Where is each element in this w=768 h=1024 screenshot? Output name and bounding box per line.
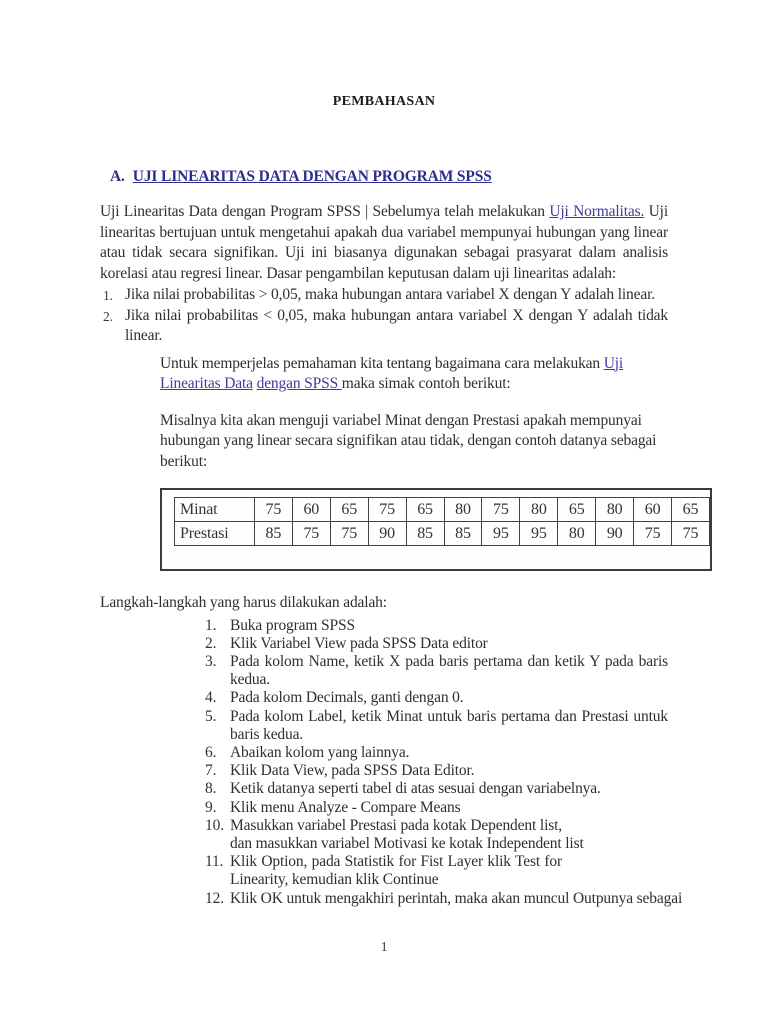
list-item-line: Klik Variabel View pada SPSS Data editor: [230, 634, 488, 652]
section-heading: [110, 167, 668, 187]
table-row-label: Minat: [175, 498, 255, 522]
table-row: [175, 522, 710, 546]
decision-rule-item: [100, 285, 668, 306]
table-cell: 95: [520, 522, 558, 546]
list-item-line: Abaikan kolom yang lainnya.: [230, 743, 410, 761]
dengan-spss-link[interactable]: dengan SPSS: [256, 375, 342, 392]
table-row-label: Prestasi: [175, 522, 255, 546]
step-item: [205, 744, 668, 762]
list-item-line: Pada kolom Decimals, ganti dengan 0.: [230, 689, 464, 707]
section-label: A.: [110, 168, 125, 185]
table-cell: 75: [330, 522, 368, 546]
table-cell: 75: [368, 498, 406, 522]
table-cell: 80: [596, 498, 634, 522]
uji-linearitas-data-link[interactable]: Uji Linearitas Data: [160, 354, 624, 392]
table-cell: 85: [254, 522, 292, 546]
table-cell: 75: [672, 522, 710, 546]
step-item: [205, 635, 668, 653]
step-item: [205, 762, 668, 780]
list-item-line: Buka program SPSS: [230, 616, 355, 634]
section-heading-link[interactable]: UJI LINEARITAS DATA DENGAN PROGRAM SPSS: [132, 168, 492, 185]
steps-intro: Langkah-langkah yang harus dilakukan adalah:: [100, 594, 387, 611]
table-cell: 65: [330, 498, 368, 522]
decision-rules-list: [100, 285, 668, 347]
example-paragraph: Misalnya kita akan menguji variabel Minat dengan Prestasi apakah mempunyai hubungan yang linear secara signifikan atau tidak, dengan contoh datanya sebagai berikut:: [160, 411, 657, 470]
table-cell: 60: [634, 498, 672, 522]
table-cell: 75: [482, 498, 520, 522]
table-cell: 80: [444, 498, 482, 522]
table-row: [175, 498, 710, 522]
intro-paragraph: [100, 202, 668, 284]
list-item-line: Jika nilai probabilitas > 0,05, maka hubungan antara variabel X dengan Y adalah linear.: [125, 286, 655, 303]
intro-text-pre: Uji Linearitas Data dengan Program SPSS | Sebelumya telah melakukan: [100, 203, 550, 220]
table-cell: 65: [558, 498, 596, 522]
intro-text-post: Uji linearitas bertujuan untuk mengetahui apakah dua variabel mempunyai hubungan yang linear atau tidak secara signifikan. Uji ini biasanya digunakan sebagai prasyarat dalam analisis korelasi atau regresi linear. Dasar pengambilan keputusan dalam uji linearitas adalah:: [100, 203, 668, 282]
step-item: [205, 817, 668, 853]
data-table: [174, 497, 710, 546]
step-item: [205, 708, 668, 744]
table-cell: 75: [292, 522, 330, 546]
list-item-line: Jika nilai probabilitas < 0,05, maka hubungan antara variabel X dengan Y adalah tidak: [125, 306, 668, 324]
table-cell: 75: [254, 498, 292, 522]
list-item-line: kedua.: [230, 671, 270, 689]
table-cell: 90: [596, 522, 634, 546]
step-item: [205, 799, 668, 817]
page-title: PEMBAHASAN: [332, 94, 436, 109]
list-item-line: baris kedua.: [230, 725, 304, 743]
list-item-line: Pada kolom Name, ketik X pada baris pertama dan ketik Y pada baris: [230, 652, 668, 670]
list-item-line: Klik Option, pada Statistik for Fist Layer klik Test for: [230, 853, 562, 871]
list-item-line: Pada kolom Label, ketik Minat untuk baris pertama dan Prestasi untuk: [230, 707, 668, 725]
step-item: [205, 889, 683, 908]
step-item: [205, 780, 668, 798]
list-item-line: Linearity, kemudian klik Continue: [230, 871, 439, 889]
list-item-line: linear.: [125, 327, 163, 344]
step-item: [205, 653, 668, 689]
table-cell: 95: [482, 522, 520, 546]
table-cell: 75: [634, 522, 672, 546]
table-cell: 85: [406, 522, 444, 546]
clarify-paragraph: [160, 354, 665, 395]
uji-normalitas-link[interactable]: Uji Normalitas.: [549, 203, 645, 220]
list-item-line: dan masukkan variabel Motivasi ke kotak Independent list: [230, 834, 584, 852]
list-item-line: Klik menu Analyze - Compare Means: [230, 798, 461, 816]
step-item: [205, 689, 668, 707]
clarify-text-post: maka simak contoh berikut:: [341, 375, 511, 392]
list-item-line: Klik OK untuk mengakhiri perintah, maka akan muncul Outpunya sebagai: [230, 889, 683, 907]
table-cell: 65: [406, 498, 444, 522]
table-cell: 80: [558, 522, 596, 546]
step-item: [205, 853, 668, 889]
table-cell: 90: [368, 522, 406, 546]
clarify-text-pre: Untuk memperjelas pemahaman kita tentang bagaimana cara melakukan: [160, 354, 604, 372]
list-item-line: Klik Data View, pada SPSS Data Editor.: [230, 762, 475, 780]
page-number: 1: [380, 939, 388, 954]
table-cell: 60: [292, 498, 330, 522]
data-table-box: [160, 488, 712, 571]
step-item: [205, 617, 668, 635]
list-item-line: Ketik datanya seperti tabel di atas sesuai dengan variabelnya.: [230, 780, 601, 798]
steps-list: [205, 616, 683, 908]
table-cell: 80: [520, 498, 558, 522]
table-cell: 85: [444, 522, 482, 546]
list-item-line: Masukkan variabel Prestasi pada kotak Dependent list,: [230, 816, 562, 834]
decision-rule-item: [100, 306, 668, 347]
table-cell: 65: [672, 498, 710, 522]
page-content: [100, 94, 699, 908]
